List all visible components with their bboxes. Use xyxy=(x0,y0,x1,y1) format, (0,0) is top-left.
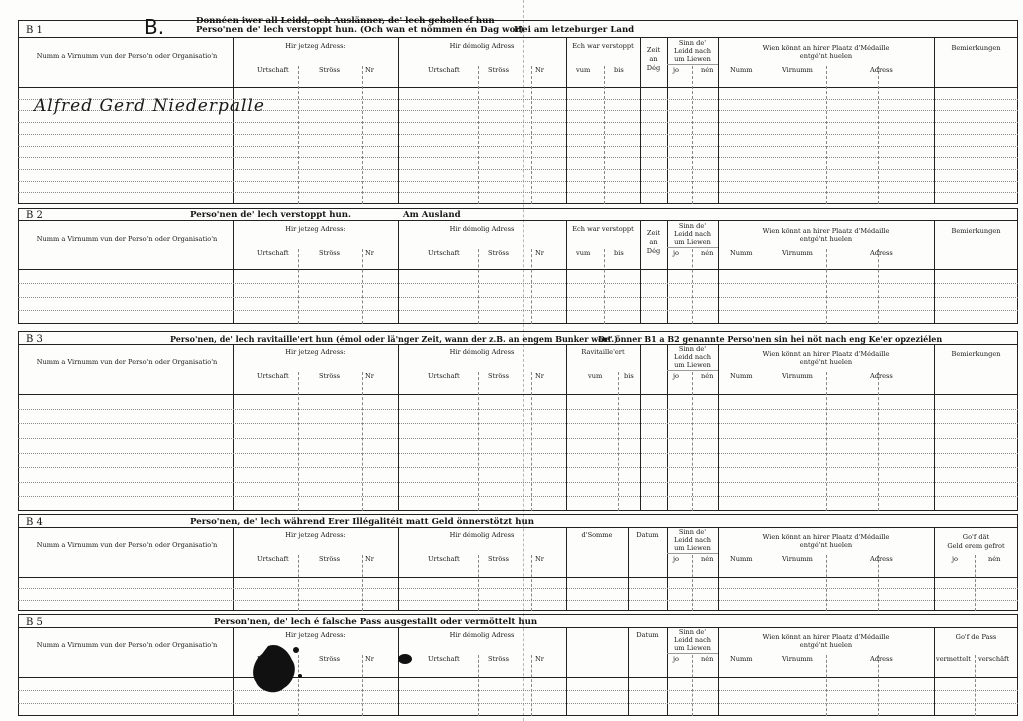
col-w-numm: Numm xyxy=(730,372,753,380)
sub-column-divider xyxy=(826,249,827,324)
sub-column-divider xyxy=(692,372,693,511)
col-w-numm: Numm xyxy=(730,66,753,74)
column-divider xyxy=(934,221,935,324)
col-nr: Nr xyxy=(535,66,544,74)
col-numm: Numm a Virnumm vun der Perso'n oder Organisatio'n xyxy=(36,541,218,549)
column-divider xyxy=(398,221,399,324)
col-stross: Ströss xyxy=(319,655,341,663)
sub-column-divider xyxy=(878,372,879,511)
col-nr: Nr xyxy=(365,655,374,663)
col-gof: Go'f dät xyxy=(962,533,990,541)
table-row-rule xyxy=(18,134,1018,135)
table-row-rule xyxy=(18,423,1018,424)
col-stross: Ströss xyxy=(488,66,510,74)
col-urtschaft: Urtschaft xyxy=(257,249,289,257)
col-nen: nén xyxy=(701,555,714,563)
col-stross: Ströss xyxy=(319,66,341,74)
col-jo: jo xyxy=(673,372,680,380)
col-nen: nén xyxy=(701,655,714,663)
col-numm: Numm a Virnumm vun der Perso'n oder Organisatio'n xyxy=(36,235,218,243)
section-b5-title: Person'nen, de' lech é falsche Pass ausgestallt oder vermöttelt hun xyxy=(214,617,538,627)
header-line2: Perso'nen de' lech verstoppt hun. (Och wan et nömmen én Dag wor) xyxy=(196,25,524,35)
sub-column-divider xyxy=(362,249,363,324)
col-bemierkungen: Bemierkungen xyxy=(951,350,1001,358)
sub-column-divider xyxy=(692,555,693,611)
section-b4 xyxy=(18,514,1018,611)
col-zeit: Zeit xyxy=(646,46,661,54)
col-stross: Ströss xyxy=(488,249,510,257)
table-row-rule xyxy=(18,122,1018,123)
sub-column-divider xyxy=(531,655,532,716)
col-nr: Nr xyxy=(365,66,374,74)
col-zeit-an: an xyxy=(649,238,658,246)
sub-column-divider xyxy=(531,249,532,324)
col-hir-jetzeg: Hir jetzeg Adress: xyxy=(285,348,346,356)
col-nr: Nr xyxy=(365,555,374,563)
col-hir-demolig: Hir démolig Adress xyxy=(449,631,515,639)
section-b4-box xyxy=(18,514,1018,611)
sub-column-divider xyxy=(975,555,976,611)
sub-rule xyxy=(667,247,718,248)
sub-column-divider xyxy=(362,372,363,511)
col-hir-jetzeg: Hir jetzeg Adress: xyxy=(285,42,346,50)
column-divider xyxy=(718,344,719,511)
sub-column-divider xyxy=(604,66,605,204)
col-w-virnumm: Virnumm xyxy=(782,249,813,257)
header-rule xyxy=(18,577,1018,578)
column-divider xyxy=(233,527,234,611)
col-bemierkungen: Bemierkungen xyxy=(951,227,1001,235)
col-um-liewen: um Liewen xyxy=(674,544,711,552)
col-leidd-nach: Leidd nach xyxy=(673,353,712,361)
section-b5-id: B 5 xyxy=(26,617,43,628)
col-sinn: Sinn de' xyxy=(678,39,707,47)
col-zeit-an: an xyxy=(649,55,658,63)
rule xyxy=(18,527,1018,528)
sub-column-divider xyxy=(531,555,532,611)
col-stross: Ströss xyxy=(488,555,510,563)
table-row-rule xyxy=(18,297,1018,298)
sub-column-divider xyxy=(878,555,879,611)
col-urtschaft: Urtschaft xyxy=(428,66,460,74)
col-nr: Nr xyxy=(365,372,374,380)
col-bemierkungen: Bemierkungen xyxy=(951,44,1001,52)
column-divider xyxy=(398,38,399,204)
section-b2-title: Perso'nen de' lech verstoppt hun. xyxy=(190,210,351,220)
col-ech-war: Ech war verstoppt xyxy=(572,225,634,233)
col-vum: vum xyxy=(576,249,591,257)
col-nr: Nr xyxy=(535,655,544,663)
sub-column-divider xyxy=(362,555,363,611)
sub-column-divider xyxy=(692,66,693,204)
sub-column-divider xyxy=(826,372,827,511)
sub-rule xyxy=(667,370,718,371)
sub-column-divider xyxy=(478,66,479,204)
handwritten-entry xyxy=(34,96,265,116)
col-w-virnumm: Virnumm xyxy=(782,372,813,380)
section-b5-box xyxy=(18,614,1018,716)
col-w-adress: Adress xyxy=(870,249,893,257)
col-w-numm: Numm xyxy=(730,655,753,663)
sub-rule xyxy=(667,64,718,65)
col-nr: Nr xyxy=(535,372,544,380)
col-nen: nén xyxy=(988,555,1001,563)
column-divider xyxy=(640,344,641,511)
col-jo: jo xyxy=(673,66,680,74)
table-row-rule xyxy=(18,409,1018,410)
column-divider xyxy=(628,527,629,611)
form-letter: B. xyxy=(144,15,165,39)
col-leidd-nach: Leidd nach xyxy=(673,536,712,544)
col-urtschaft: Urtschaft xyxy=(428,249,460,257)
col-stross: Ströss xyxy=(488,372,510,380)
sub-column-divider xyxy=(878,66,879,204)
col-jo: jo xyxy=(673,249,680,257)
column-divider xyxy=(398,527,399,611)
sub-column-divider xyxy=(826,555,827,611)
sub-column-divider xyxy=(298,372,299,511)
section-b3-title2: De' önner B1 a B2 genannte Perso'nen sin hei nöt nach eng Ke'er opzeziélen xyxy=(598,334,943,344)
table-row-rule xyxy=(18,453,1018,454)
col-w-virnumm: Virnumm xyxy=(782,66,813,74)
col-urtschaft: Urtschaft xyxy=(257,372,289,380)
col-stross: Ströss xyxy=(319,372,341,380)
col-wien: Wien könnt an hirer Plaatz d'Médaille xyxy=(762,44,890,52)
sub-column-divider xyxy=(826,66,827,204)
table-row-rule xyxy=(18,283,1018,284)
col-geld-erem: Geld erem gefrot xyxy=(947,542,1005,550)
col-sinn: Sinn de' xyxy=(678,628,707,636)
sub-column-divider xyxy=(692,655,693,716)
col-nr: Nr xyxy=(535,249,544,257)
table-row-rule xyxy=(18,438,1018,439)
table-row-rule xyxy=(18,690,1018,691)
column-divider xyxy=(934,344,935,511)
col-vum: vum xyxy=(576,66,591,74)
column-divider xyxy=(233,344,234,511)
column-divider xyxy=(718,38,719,204)
sub-column-divider xyxy=(478,249,479,324)
rule xyxy=(18,627,1018,628)
col-w-adress: Adress xyxy=(870,555,893,563)
sub-column-divider xyxy=(478,372,479,511)
col-sinn: Sinn de' xyxy=(678,528,707,536)
column-divider xyxy=(566,221,567,324)
table-row-rule xyxy=(18,192,1018,193)
col-ravitaillert: Ravitaille'ert xyxy=(581,348,625,356)
col-jo: jo xyxy=(673,655,680,663)
col-entgent: entgé'nt huelen xyxy=(799,52,853,60)
header-rule xyxy=(18,87,1018,88)
col-numm: Numm a Virnumm vun der Perso'n oder Organisatio'n xyxy=(36,358,218,366)
col-jo: jo xyxy=(952,555,959,563)
col-gof-pass: Go'f de Pass xyxy=(955,633,997,641)
table-row-rule xyxy=(18,600,1018,601)
table-row-rule xyxy=(18,496,1018,497)
col-urtschaft: Urtschaft xyxy=(428,555,460,563)
rule xyxy=(18,220,1018,221)
col-bis: bis xyxy=(624,372,634,380)
col-urtschaft: Urtschaft xyxy=(257,66,289,74)
col-stross: Ströss xyxy=(319,555,341,563)
section-b3-id: B 3 xyxy=(26,334,43,345)
header-line1: Donnéen iwer all Leidd, och Auslänner, de' lech geholleef hun xyxy=(196,16,495,26)
col-ech-war: Ech war verstoppt xyxy=(572,42,634,50)
col-wien: Wien könnt an hirer Plaatz d'Médaille xyxy=(762,533,890,541)
column-divider xyxy=(233,38,234,204)
column-divider xyxy=(566,344,567,511)
section-b1-id: B 1 xyxy=(26,25,43,36)
col-hir-jetzeg: Hir jetzeg Adress: xyxy=(285,531,346,539)
section-b4-id: B 4 xyxy=(26,517,43,528)
col-urtschaft: Urtschaft xyxy=(428,655,460,663)
table-row-rule xyxy=(18,467,1018,468)
col-leidd-nach: Leidd nach xyxy=(673,47,712,55)
col-wien: Wien könnt an hirer Plaatz d'Médaille xyxy=(762,350,890,358)
col-sinn: Sinn de' xyxy=(678,345,707,353)
section-b3-title: Perso'nen, de' lech ravitaille'ert hun (émol oder lä'nger Zeit, wann der z.B. an engem Bunker wort.) xyxy=(170,334,618,344)
sub-column-divider xyxy=(298,555,299,611)
sub-column-divider xyxy=(362,655,363,716)
sub-column-divider xyxy=(618,372,619,511)
column-divider xyxy=(398,344,399,511)
col-bis: bis xyxy=(614,249,624,257)
col-hir-demolig: Hir démolig Adress xyxy=(449,42,515,50)
col-nen: nén xyxy=(701,372,714,380)
sub-rule xyxy=(667,653,718,654)
sub-column-divider xyxy=(531,66,532,204)
table-row-rule xyxy=(18,310,1018,311)
col-wien: Wien könnt an hirer Plaatz d'Médaille xyxy=(762,633,890,641)
section-b5 xyxy=(18,614,1018,716)
col-somme: d'Somme xyxy=(581,531,613,539)
col-leidd-nach: Leidd nach xyxy=(673,636,712,644)
col-w-virnumm: Virnumm xyxy=(782,555,813,563)
col-w-numm: Numm xyxy=(730,249,753,257)
col-nr: Nr xyxy=(365,249,374,257)
sub-column-divider xyxy=(975,655,976,716)
col-datum: Datum xyxy=(636,631,659,639)
col-stross: Ströss xyxy=(488,655,510,663)
col-w-virnumm: Virnumm xyxy=(782,655,813,663)
col-verschaft: verschäft xyxy=(978,655,1010,663)
col-entgent: entgé'nt huelen xyxy=(799,541,853,549)
col-nr: Nr xyxy=(535,555,544,563)
table-row-rule xyxy=(18,157,1018,158)
sub-column-divider xyxy=(604,249,605,324)
sub-column-divider xyxy=(298,249,299,324)
col-nen: nén xyxy=(701,66,714,74)
col-hir-jetzeg: Hir jetzeg Adress: xyxy=(285,631,346,639)
col-um-liewen: um Liewen xyxy=(674,55,711,63)
col-numm: Numm a Virnumm vun der Perso'n oder Organisatio'n xyxy=(36,641,218,649)
ink-blot xyxy=(248,640,308,700)
table-row-rule xyxy=(18,482,1018,483)
handwritten-name: Alfred Gerd Niederpalle xyxy=(34,96,265,116)
col-um-liewen: um Liewen xyxy=(674,238,711,246)
section-b4-title: Perso'nen, de' lech während Erer Illégalitéit matt Geld önnerstötzt hun xyxy=(190,517,534,527)
column-divider xyxy=(934,38,935,204)
section-b2-id: B 2 xyxy=(26,210,43,221)
col-urtschaft: Urtschaft xyxy=(257,555,289,563)
sub-column-divider xyxy=(531,372,532,511)
sub-column-divider xyxy=(298,66,299,204)
col-zeit-deg: Dég xyxy=(646,247,661,255)
col-stross: Ströss xyxy=(319,249,341,257)
sub-column-divider xyxy=(878,655,879,716)
table-row-rule xyxy=(18,146,1018,147)
section-b2-title2: Am Ausland xyxy=(403,210,461,220)
col-numm: Numm a Virnumm vun der Perso'n oder Organisatio'n xyxy=(36,52,218,60)
sub-column-divider xyxy=(826,655,827,716)
col-urtschaft: Urtschaft xyxy=(428,372,460,380)
col-hir-demolig: Hir démolig Adress xyxy=(449,225,515,233)
col-hir-demolig: Hir démolig Adress xyxy=(449,348,515,356)
header-rule xyxy=(18,394,1018,395)
col-datum: Datum xyxy=(636,531,659,539)
col-zeit-deg: Dég xyxy=(646,64,661,72)
table-row-rule xyxy=(18,703,1018,704)
sub-column-divider xyxy=(478,655,479,716)
col-entgent: entgé'nt huelen xyxy=(799,235,853,243)
table-row-rule xyxy=(18,181,1018,182)
col-jo: jo xyxy=(673,555,680,563)
column-divider xyxy=(566,38,567,204)
table-row-rule xyxy=(18,588,1018,589)
col-w-numm: Numm xyxy=(730,555,753,563)
col-um-liewen: um Liewen xyxy=(674,361,711,369)
col-wien: Wien könnt an hirer Plaatz d'Médaille xyxy=(762,227,890,235)
sub-column-divider xyxy=(478,555,479,611)
col-nen: nén xyxy=(701,249,714,257)
col-w-adress: Adress xyxy=(870,655,893,663)
col-hir-demolig: Hir démolig Adress xyxy=(449,531,515,539)
col-um-liewen: um Liewen xyxy=(674,644,711,652)
rule xyxy=(18,344,1018,345)
header-rule xyxy=(18,677,1018,678)
col-vermettelt: vermettelt xyxy=(936,655,971,663)
col-leidd-nach: Leidd nach xyxy=(673,230,712,238)
col-hir-jetzeg: Hir jetzeg Adress: xyxy=(285,225,346,233)
rule xyxy=(18,37,1018,38)
sub-column-divider xyxy=(692,249,693,324)
col-w-adress: Adress xyxy=(870,66,893,74)
col-w-adress: Adress xyxy=(870,372,893,380)
col-sinn: Sinn de' xyxy=(678,222,707,230)
column-divider xyxy=(566,527,567,611)
ink-spot xyxy=(396,652,414,666)
header-rule xyxy=(18,269,1018,270)
col-zeit: Zeit xyxy=(646,229,661,237)
col-entgent: entgé'nt huelen xyxy=(799,358,853,366)
sub-column-divider xyxy=(362,66,363,204)
col-bis: bis xyxy=(614,66,624,74)
header-line2b: Hei am letzeburger Land xyxy=(514,25,635,35)
sub-rule xyxy=(667,553,718,554)
sub-column-divider xyxy=(878,249,879,324)
col-entgent: entgé'nt huelen xyxy=(799,641,853,649)
col-vum: vum xyxy=(588,372,603,380)
table-row-rule xyxy=(18,169,1018,170)
